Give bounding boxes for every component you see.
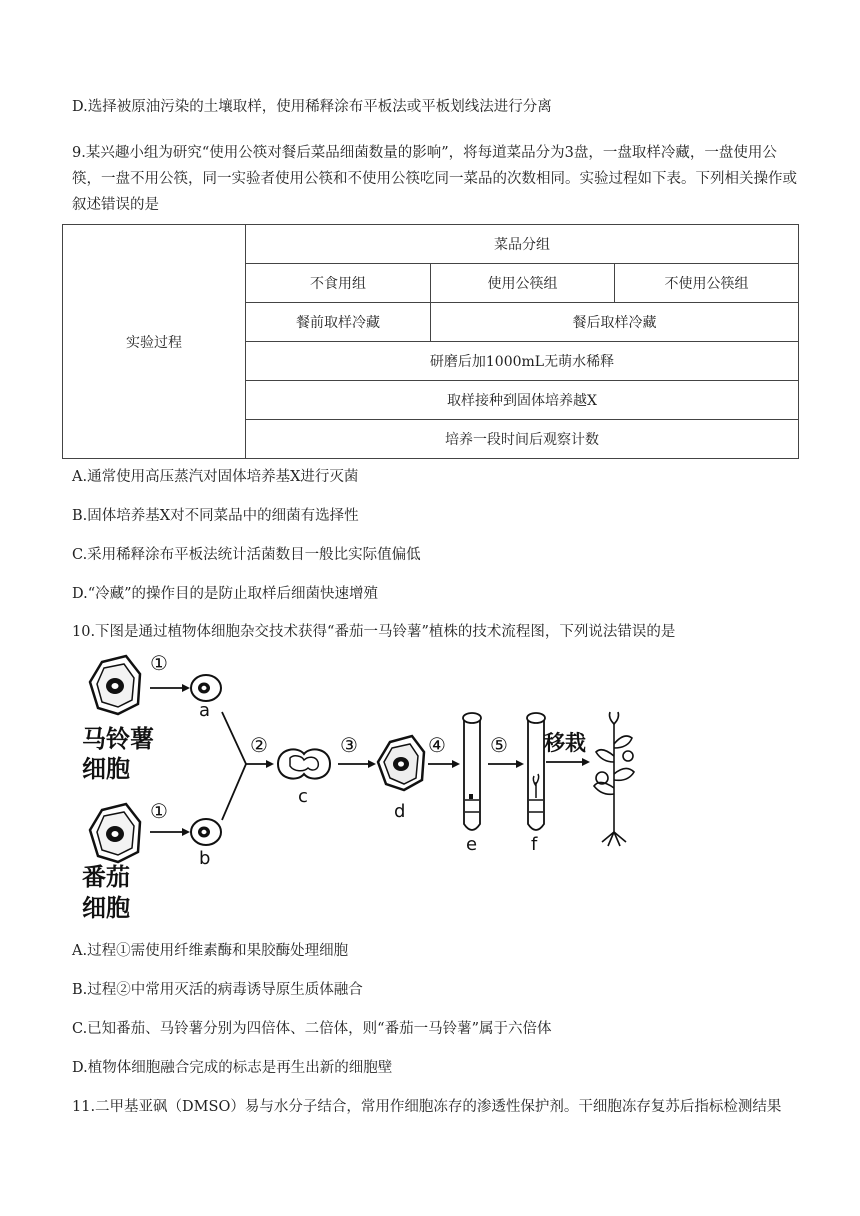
step1-top-arrowhead xyxy=(182,684,190,692)
step3-label: ③ xyxy=(340,733,358,757)
step1-top-label: ① xyxy=(150,652,168,675)
q8-option-d: D.选择被原油污染的土壤取样，使用稀释涂布平板法或平板划线法进行分离 xyxy=(72,99,552,115)
q9-stem: 9.某兴趣小组为研究“使用公筷对餐后菜品细菌数量的影响”，将每道菜品分为3盘，一盘取样冷藏，一盘使用公筷，一盘不用公筷，同一实验者使用公筷和不使用公筷吃同一菜品的次数相同。实验过程如下表。下列相关操作或叙述错误的是 xyxy=(72,145,797,213)
q9-option-a: A.通常使用高压蒸汽对固体培养基X进行灭菌 xyxy=(72,469,359,485)
step2-arrowhead xyxy=(266,760,274,768)
q9-option-c: C.采用稀释涂布平板法统计活菌数目一般比实际值偏低 xyxy=(72,547,421,563)
potato-label-2: 细胞 xyxy=(82,754,130,783)
q11-stem: 11.二甲基亚砜（DMSO）易与水分子结合，常用作细胞冻存的渗透性保护剂。干细胞冻存复苏后指标检测结果 xyxy=(72,1099,782,1115)
step5-label: ⑤ xyxy=(490,733,508,757)
pre-meal-cell: 餐前取样冷藏 xyxy=(246,303,431,342)
tomato-cell xyxy=(90,804,140,862)
cell-fusion-diagram xyxy=(76,652,656,927)
merge-lines xyxy=(222,712,246,820)
label-f: f xyxy=(531,834,538,855)
step3-arrowhead xyxy=(368,760,376,768)
step-count-cell: 培养一段时间后观察计数 xyxy=(246,420,799,459)
step1-bottom-label: ① xyxy=(150,799,168,823)
hybrid-cell-d xyxy=(378,736,424,790)
tomato-label-2: 细胞 xyxy=(82,893,130,922)
protoplast-a xyxy=(191,675,221,701)
label-a: a xyxy=(199,700,211,721)
group-header-cell: 菜品分组 xyxy=(246,225,799,264)
experiment-table xyxy=(62,224,799,459)
group-cell-no-public-chopsticks: 不使用公筷组 xyxy=(615,264,799,303)
q10-option-d: D.植物体细胞融合完成的标志是再生出新的细胞壁 xyxy=(72,1060,393,1076)
potato-cell xyxy=(90,656,140,714)
step4-label: ④ xyxy=(428,733,446,757)
hybrid-plant-icon xyxy=(594,712,634,846)
group-cell-no-eat: 不食用组 xyxy=(246,264,431,303)
row-header-cell: 实验过程 xyxy=(63,225,246,459)
group-cell-public-chopsticks: 使用公筷组 xyxy=(431,264,615,303)
test-tube-e xyxy=(463,713,481,830)
step-grind-cell: 研磨后加1000mL无萌水稀释 xyxy=(246,342,799,381)
potato-label-1: 马铃薯 xyxy=(82,724,154,753)
q9-option-d: D.“冷藏”的操作目的是防止取样后细菌快速增殖 xyxy=(72,586,379,602)
label-e: e xyxy=(466,834,478,855)
post-meal-cell: 餐后取样冷藏 xyxy=(431,303,799,342)
transplant-label: 移栽 xyxy=(544,730,586,755)
label-b: b xyxy=(199,848,211,869)
protoplast-b xyxy=(191,819,221,845)
transplant-arrowhead xyxy=(582,758,590,766)
q10-stem: 10.下图是通过植物体细胞杂交技术获得“番茄一马铃薯”植株的技术流程图，下列说法错误的是 xyxy=(72,624,676,640)
step5-arrowhead xyxy=(516,760,524,768)
label-d: d xyxy=(394,801,406,822)
q9-option-b: B.固体培养基X对不同菜品中的细菌有选择性 xyxy=(72,508,359,524)
step-inoculate-cell: 取样接种到固体培养越X xyxy=(246,381,799,420)
step4-arrowhead xyxy=(452,760,460,768)
test-tube-f xyxy=(527,713,545,830)
q10-option-a: A.过程①需使用纤维素酶和果胶酶处理细胞 xyxy=(72,943,349,959)
step1-bottom-arrowhead xyxy=(182,828,190,836)
q10-option-b: B.过程②中常用灭活的病毒诱导原生质体融合 xyxy=(72,982,363,998)
step2-label: ② xyxy=(250,733,268,757)
tomato-label-1: 番茄 xyxy=(82,862,130,891)
label-c: c xyxy=(298,786,308,807)
q10-option-c: C.已知番茄、马铃薯分别为四倍体、二倍体，则“番茄一马铃薯”属于六倍体 xyxy=(72,1021,552,1037)
fused-protoplast-c xyxy=(278,749,330,778)
